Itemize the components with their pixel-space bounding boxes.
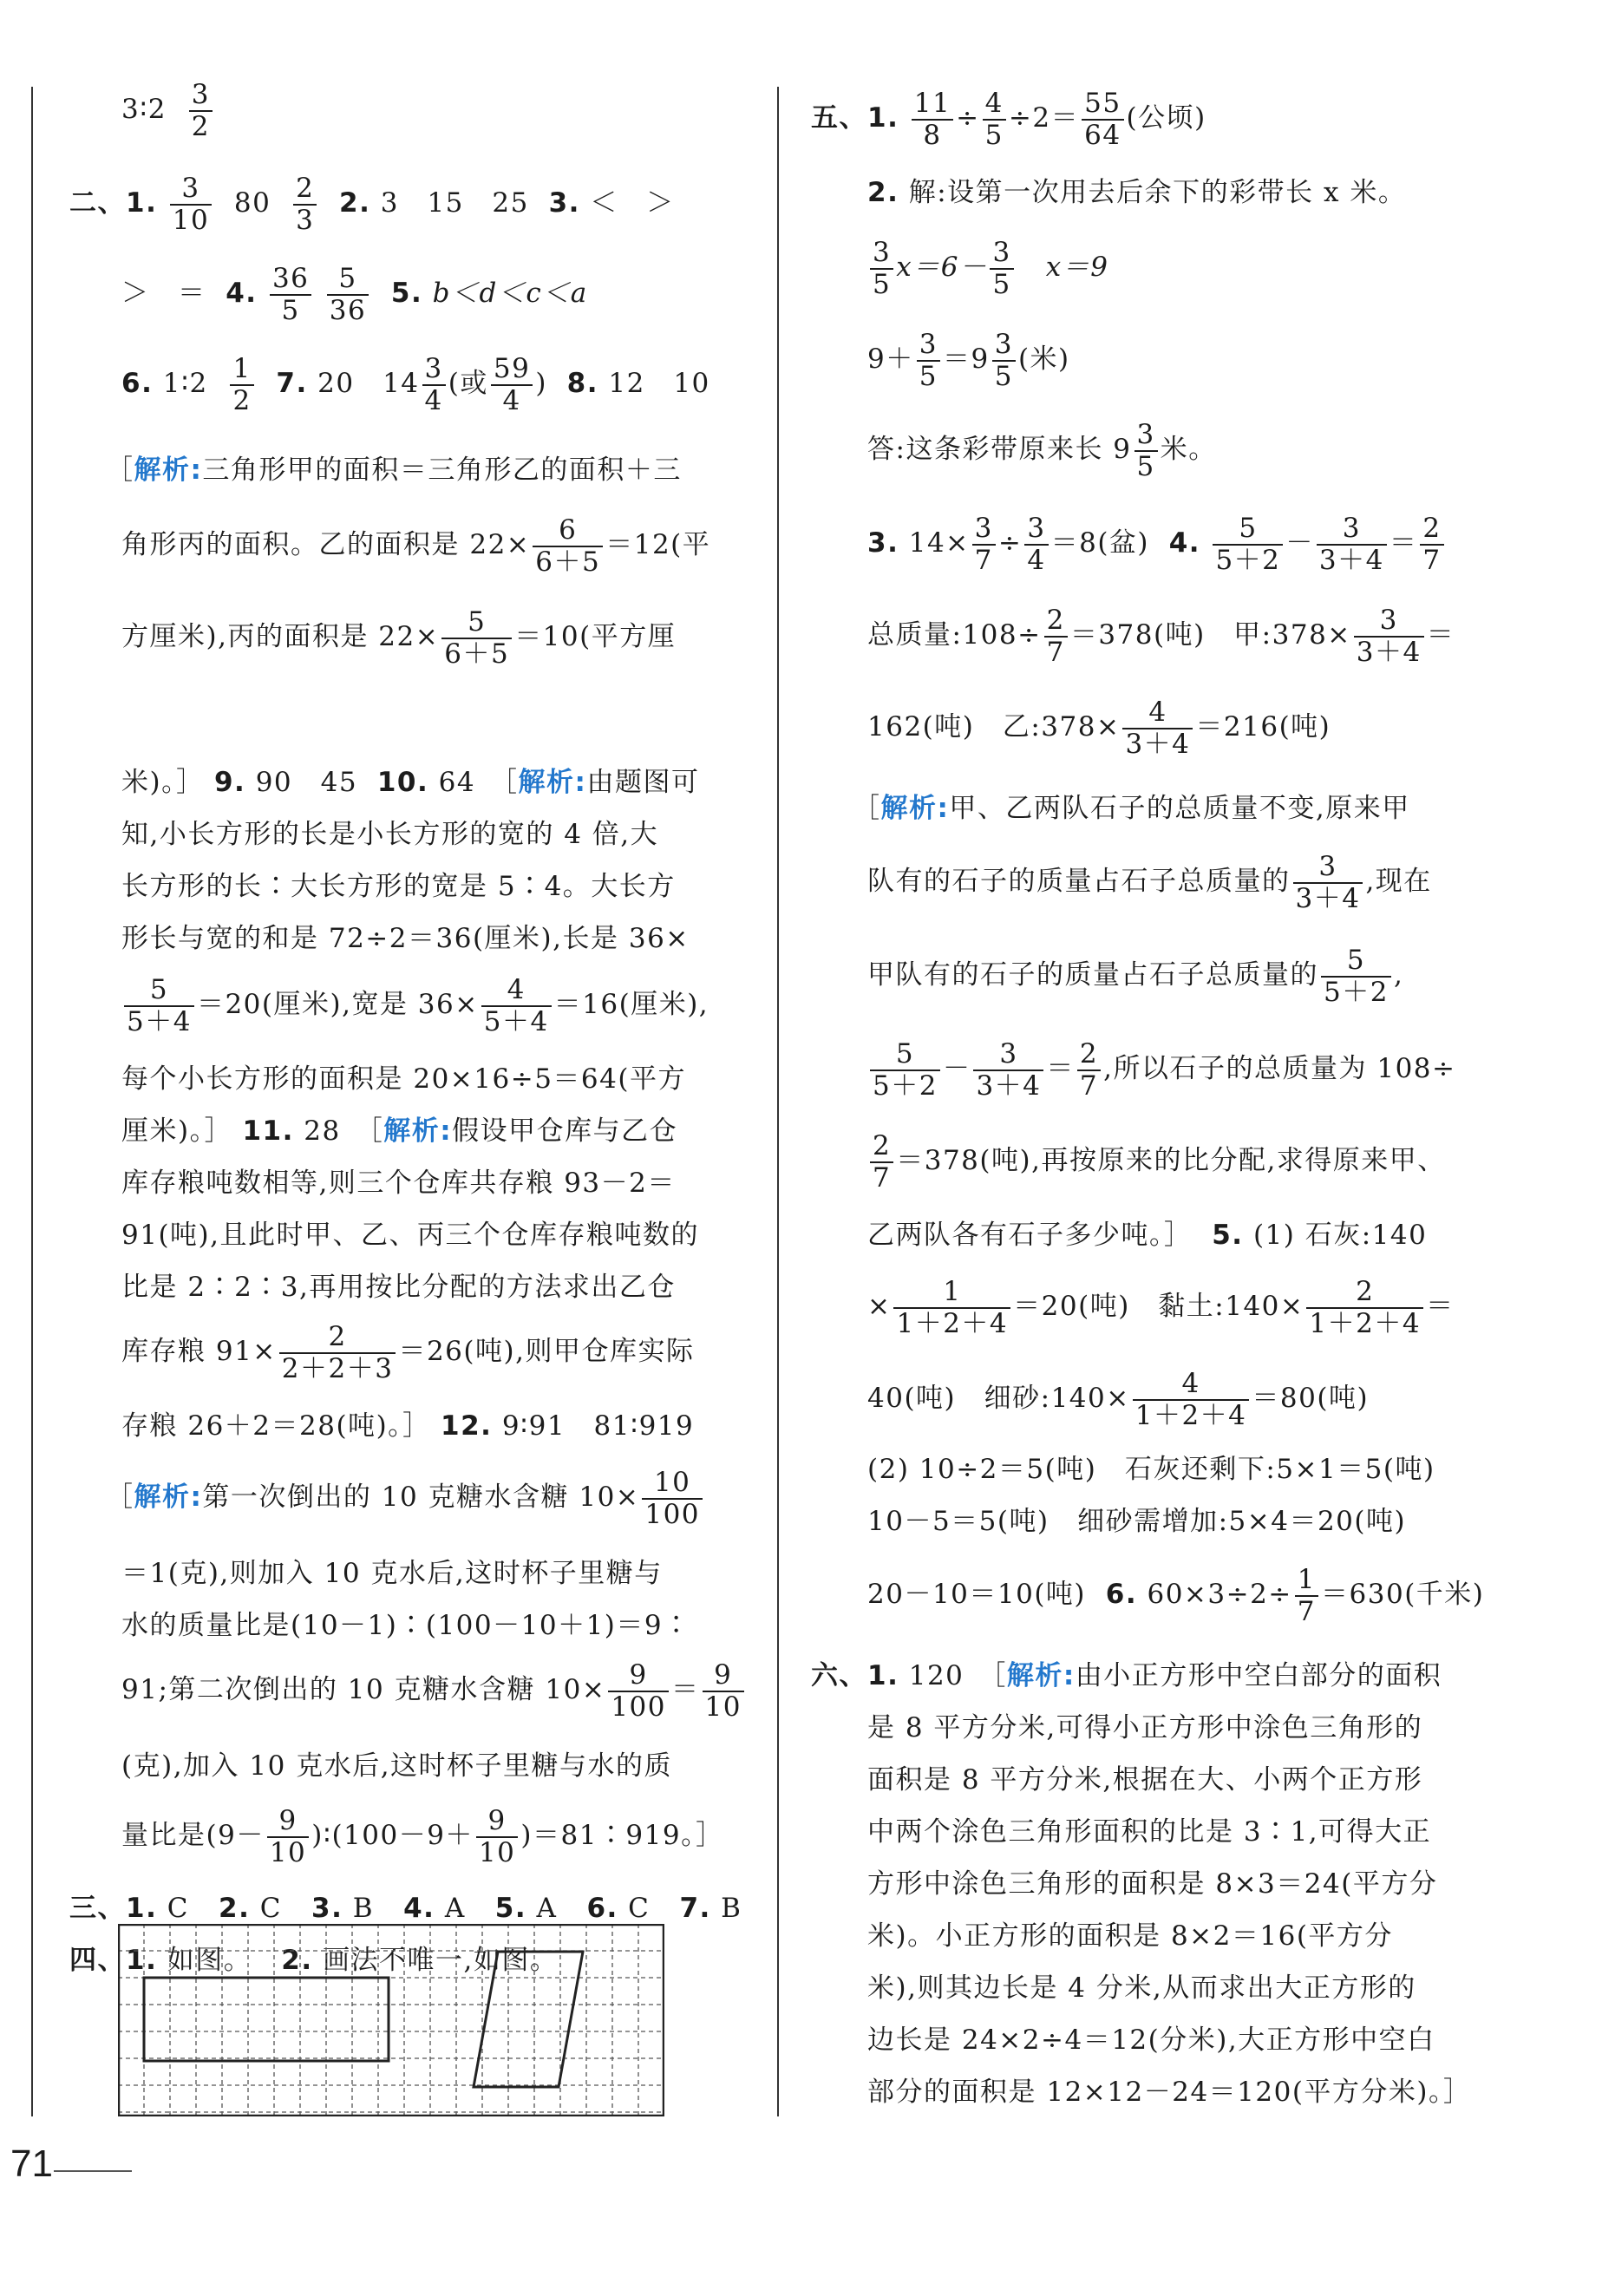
fraction: $\frac{11}{8}$ (912, 88, 953, 150)
fraction: $\frac{4}{1+2+4}$ (1133, 1369, 1250, 1430)
fraction: $\frac{3}{3+4}$ (1317, 513, 1387, 575)
section-4-line: 四、1. 如图。 2. 画法不唯一,如图。 (69, 1945, 559, 1976)
fraction: $\frac{3}{3+4}$ (1354, 605, 1424, 667)
text-line: 队有的石子的质量占石子总质量的 $\frac{3}{3+4}$ ,现在 (867, 851, 1432, 914)
text-line: $\frac{3}{5}$ x＝6－ $\frac{3}{5}$ x＝9 (867, 238, 1108, 299)
text-line: $\frac{5}{5+2}$ － $\frac{3}{3+4}$ ＝ $\frac{2}{7}$ ,所以石子的总质量为 108÷ (867, 1039, 1456, 1101)
text-line: 知,小长方形的长是小长方形的宽的 4 倍,大 (121, 819, 659, 850)
fraction: $\frac{4}{5+4}$ (481, 975, 552, 1037)
fraction: $\frac{3}{10}$ (170, 173, 212, 235)
fraction: $\frac{4}{5}$ (983, 88, 1006, 150)
fraction: $\frac{3}{7}$ (972, 513, 996, 575)
text-line: 部分的面积是 12×12－24＝120(平方分米)。］ (867, 2077, 1472, 2108)
section-2-line-3: 6. 1∶2 $\frac{1}{2}$ 7. 20 14 $\frac{3}{4}$ (或 $\frac{59}{4}$ ) 8. 12 10 (121, 353, 710, 416)
text-line: 40(吨) 细砂:140× $\frac{4}{1+2+4}$ ＝80(吨) (867, 1368, 1370, 1431)
text-line: $\frac{5}{5+4}$ ＝20(厘米),宽是 36× $\frac{4}{5+4}$ ＝16(厘米), (121, 975, 709, 1037)
analysis-line: ［解析:第一次倒出的 10 克糖水含糖 10× $\frac{10}{100}$ (106, 1468, 705, 1529)
text-line: (2) 10÷2＝5(吨) 石灰还剩下:5×1＝5(吨) (867, 1454, 1435, 1485)
fraction: $\frac{36}{5}$ (270, 264, 311, 325)
section-2-line-1: 二、1. $\frac{3}{10}$ 80 $\frac{2}{3}$ 2. 3 15 25 3. ＜ ＞ (69, 173, 675, 236)
text-line: 10－5＝5(吨) 细砂需增加:5×4＝20(吨) (867, 1506, 1407, 1537)
analysis-line: ［解析:三角形甲的面积＝三角形乙的面积＋三 (106, 455, 682, 486)
section-5-line-1: 五、1. $\frac{11}{8}$ ÷ $\frac{4}{5}$ ÷2＝ $\frac{55}{64}$ (公顷) (811, 88, 1206, 151)
fraction: $\frac{5}{5+2}$ (870, 1039, 940, 1101)
fraction: $\frac{2}{2+2+3}$ (279, 1322, 396, 1383)
text-line: 比是 2∶2∶3,再用按比分配的方法求出乙仓 (121, 1272, 676, 1303)
fraction: $\frac{1}{1+2+4}$ (893, 1277, 1010, 1338)
text-line: (克),加入 10 克水后,这时杯子里糖与水的质 (121, 1750, 673, 1782)
text-line: 角形丙的面积。乙的面积是 22× $\frac{6}{6+5}$ ＝12(平 (121, 514, 711, 578)
fraction: $\frac{5}{36}$ (327, 264, 369, 325)
text-line: 米),则其边长是 4 分米,从而求出大正方形的 (867, 1972, 1416, 2004)
parallelogram-figure (474, 1952, 583, 2087)
text-line: 方形中涂色三角形的面积是 8×3＝24(平方分 (867, 1868, 1438, 1900)
text-line: $\frac{2}{7}$ ＝378(吨),再按原来的比分配,求得原来甲、 (867, 1131, 1446, 1193)
text-line: 2. 解:设第一次用去后余下的彩带长 x 米。 (867, 177, 1407, 208)
analysis-line: ［解析:甲、乙两队石子的总质量不变,原来甲 (853, 793, 1410, 824)
fraction: $\frac{5}{5+2}$ (1321, 945, 1391, 1007)
fraction: $\frac{4}{3+4}$ (1122, 697, 1193, 759)
section-2-line-2: ＞ ＝ 4. $\frac{36}{5}$ $\frac{5}{36}$ 5. b＜d＜c＜a (121, 263, 588, 326)
column-divider (777, 87, 779, 2116)
fraction: $\frac{3}{5}$ (992, 330, 1016, 391)
fraction: $\frac{9}{10}$ (476, 1806, 518, 1868)
section-3-line: 三、1. C 2. C 3. B 4. A 5. A 6. C 7. B (69, 1893, 742, 1924)
fraction: $\frac{3}{4}$ (1024, 513, 1048, 575)
answer-line: 3∶2 $\frac{3}{2}$ (121, 80, 215, 141)
fraction: $\frac{2}{7}$ (870, 1131, 893, 1193)
fraction: $\frac{1}{7}$ (1295, 1565, 1318, 1626)
fraction: $\frac{55}{64}$ (1082, 88, 1123, 150)
grid-figure (118, 1924, 664, 2116)
page-number-rule (54, 2170, 132, 2172)
text-line: 91;第二次倒出的 10 克糖水含糖 10× $\frac{9}{100}$ ＝ $\frac{9}{10}$ (121, 1660, 747, 1722)
text-line: ＝1(克),则加入 10 克水后,这时杯子里糖与 (121, 1558, 663, 1589)
fraction: $\frac{3}{3+4}$ (973, 1039, 1043, 1101)
fraction: $\frac{9}{10}$ (267, 1806, 309, 1868)
fraction: $\frac{5}{5+2}$ (1213, 513, 1283, 575)
text-line: 方厘米),丙的面积是 22× $\frac{5}{6+5}$ ＝10(平方厘 (121, 606, 677, 670)
fraction: $\frac{3}{5}$ (990, 238, 1013, 299)
text-line: 形长与宽的和是 72÷2＝36(厘米),长是 36× (121, 923, 690, 954)
fraction: $\frac{2}{7}$ (1077, 1039, 1101, 1101)
text-line: 3. 14× $\frac{3}{7}$ ÷ $\frac{3}{4}$ ＝8(盆) 4. $\frac{5}{5+2}$ － $\frac{3}{3+4}$ ＝ $\frac{2}{7}$ (867, 513, 1447, 575)
text-line: 20－10＝10(吨) 6. 60×3÷2÷ $\frac{1}{7}$ ＝630(千米) (867, 1564, 1485, 1627)
fraction: $\frac{2}{7}$ (1044, 605, 1068, 667)
fraction: $\frac{2}{1+2+4}$ (1306, 1277, 1423, 1338)
section-6-line: 六、1. 120 ［解析:由小正方形中空白部分的面积 (811, 1660, 1442, 1691)
text-line: 中两个涂色三角形面积的比是 3∶1,可得大正 (867, 1816, 1432, 1848)
fraction: $\frac{5}{5+4}$ (124, 975, 194, 1037)
fraction: $\frac{59}{4}$ (491, 354, 533, 415)
text-line: 总质量:108÷ $\frac{2}{7}$ ＝378(吨) 甲:378× $\frac{3}{3+4}$ ＝ (867, 605, 1455, 668)
fraction: $\frac{9}{100}$ (608, 1660, 669, 1722)
fraction: $\frac{2}{3}$ (293, 173, 317, 235)
fraction: $\frac{10}{100}$ (642, 1468, 703, 1529)
fraction: $\frac{9}{10}$ (703, 1660, 744, 1722)
text-line: 库存粮 91× $\frac{2}{2+2+3}$ ＝26(吨),则甲仓库实际 (121, 1321, 695, 1384)
text-line: 库存粮吨数相等,则三个仓库共存粮 93－2＝ (121, 1168, 676, 1199)
left-margin-rule (31, 87, 33, 2116)
page-number: 71 (10, 2142, 53, 2185)
text-line: 面积是 8 平方分米,根据在大、小两个正方形 (867, 1764, 1423, 1796)
text-line: 甲队有的石子的质量占石子总质量的 $\frac{5}{5+2}$ , (867, 945, 1404, 1008)
text-line: 是 8 平方分米,可得小正方形中涂色三角形的 (867, 1712, 1423, 1743)
fraction: $\frac{3}{3+4}$ (1293, 852, 1363, 913)
text-line: 乙两队各有石子多少吨。］ 5. (1) 石灰:140 (867, 1220, 1428, 1251)
fraction: $\frac{3}{5}$ (1134, 420, 1158, 481)
text-line: 答:这条彩带原来长 9 $\frac{3}{5}$ 米。 (867, 419, 1217, 482)
text-line: × $\frac{1}{1+2+4}$ ＝20(吨) 黏土:140× $\frac{2}{1+2+4}$ ＝ (867, 1276, 1455, 1339)
fraction: $\frac{3}{5}$ (917, 330, 940, 391)
fraction: $\frac{6}{6+5}$ (533, 515, 603, 577)
fraction: $\frac{1}{2}$ (230, 354, 253, 415)
text-line: 每个小长方形的面积是 20×16÷5＝64(平方 (121, 1063, 686, 1095)
text-line: 米)。］ 9. 90 45 10. 64 ［解析:由题图可 (121, 767, 700, 798)
text-line: 91(吨),且此时甲、乙、丙三个仓库存粮吨数的 (121, 1220, 699, 1251)
text-line: 厘米)。］ 11. 28 ［解析:假设甲仓库与乙仓 (121, 1115, 678, 1147)
fraction: $\frac{5}{6+5}$ (441, 607, 512, 669)
text-line: 9＋ $\frac{3}{5}$ ＝9 $\frac{3}{5}$ (米) (867, 329, 1070, 392)
text-line: 米)。小正方形的面积是 8×2＝16(平方分 (867, 1920, 1393, 1952)
text-line: 量比是(9－ $\frac{9}{10}$ )∶(100－9＋ $\frac{9}{10}$ )＝81∶919。］ (121, 1805, 724, 1868)
text-line: 边长是 24×2÷4＝12(分米),大正方形中空白 (867, 2025, 1435, 2056)
text-line: 存粮 26＋2＝28(吨)。］ 12. 9∶91 81∶919 (121, 1410, 695, 1442)
text-line: 水的质量比是(10－1)∶(100－10＋1)＝9∶ (121, 1610, 691, 1641)
text-line: 长方形的长∶大长方形的宽是 5∶4。大长方 (121, 871, 676, 902)
fraction: $\frac{3}{5}$ (870, 238, 893, 299)
text-line: 162(吨) 乙:378× $\frac{4}{3+4}$ ＝216(吨) (867, 697, 1331, 760)
fraction: $\frac{2}{7}$ (1420, 513, 1443, 575)
fraction: $\frac{3}{4}$ (422, 354, 446, 415)
fraction: $\frac{3}{2}$ (189, 80, 213, 141)
